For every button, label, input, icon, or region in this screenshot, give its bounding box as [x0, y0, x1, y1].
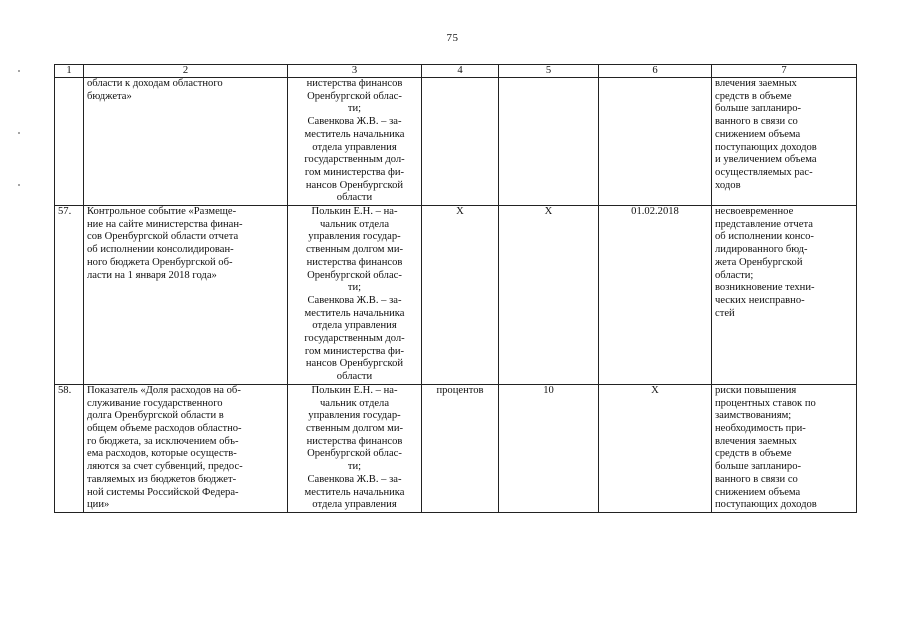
row-number: 58.	[55, 384, 84, 512]
table-row	[55, 206, 857, 385]
deadline-date: 01.02.2018	[599, 206, 712, 385]
column-number: 6	[599, 65, 712, 78]
target-value	[499, 78, 599, 206]
program-table	[54, 64, 857, 513]
risks: влечения заемных средств в объеме больше запланиро- ванного в связи со снижением объема поступающих доходов и увеличением объема осуществляемых рас- ходов	[712, 78, 857, 206]
unit	[422, 78, 499, 206]
column-number: 7	[712, 65, 857, 78]
risks: риски повышения процентных ставок по заимствованиям; необходимость при- влечения заемных средств в объеме больше запланиро- ванного в связи со снижением объема поступающих доходов	[712, 384, 857, 512]
scan-speck	[18, 132, 20, 134]
unit: Х	[422, 206, 499, 385]
unit: процентов	[422, 384, 499, 512]
column-number: 4	[422, 65, 499, 78]
column-number-row	[55, 65, 857, 78]
column-number: 5	[499, 65, 599, 78]
risks: несвоевременное представление отчета об исполнении консо- лидированного бюд- жета Оренбургской области; возникновение техни- ческих неисправно- стей	[712, 206, 857, 385]
table-row	[55, 384, 857, 512]
row-number: 57.	[55, 206, 84, 385]
column-number: 2	[84, 65, 288, 78]
table-row	[55, 78, 857, 206]
scan-speck	[18, 184, 20, 186]
deadline-date: Х	[599, 384, 712, 512]
responsible-persons: нистерства финансов Оренбургской облас- ти; Савенкова Ж.В. – за- меститель начальника отдела управления государственным дол- гом министерства фи- нансов Оренбургской области	[288, 78, 422, 206]
column-number: 1	[55, 65, 84, 78]
column-number: 3	[288, 65, 422, 78]
row-number	[55, 78, 84, 206]
scan-speck	[18, 70, 20, 72]
event-description: области к доходам областного бюджета»	[84, 78, 288, 206]
page-number: 75	[446, 32, 459, 44]
responsible-persons: Полькин Е.Н. – на- чальник отдела управления государ- ственным долгом ми- нистерства финансов Оренбургской облас- ти; Савенкова Ж.В. – за- меститель начальника отдела управления	[288, 384, 422, 512]
deadline-date	[599, 78, 712, 206]
responsible-persons: Полькин Е.Н. – на- чальник отдела управления государ- ственным долгом ми- нистерства финансов Оренбургской облас- ти; Савенкова Ж.В. – за- меститель начальника отдела управления государственным дол- гом министерства фи- нансов Оренбургской области	[288, 206, 422, 385]
target-value: Х	[499, 206, 599, 385]
target-value: 10	[499, 384, 599, 512]
event-description: Контрольное событие «Размеще- ние на сайте министерства финан- сов Оренбургской области отчета об исполнении консолидирован- ного бюджета Оренбургской об- ласти на 1 января 2018 года»	[84, 206, 288, 385]
event-description: Показатель «Доля расходов на об- служивание государственного долга Оренбургской области в общем объеме расходов областно- го бюджета, за исключением объ- ема расходов, которые осуществ- ляются за счет субвенций, предос- тавляемых из бюджетов бюджет- ной системы Российской Федера- ции»	[84, 384, 288, 512]
